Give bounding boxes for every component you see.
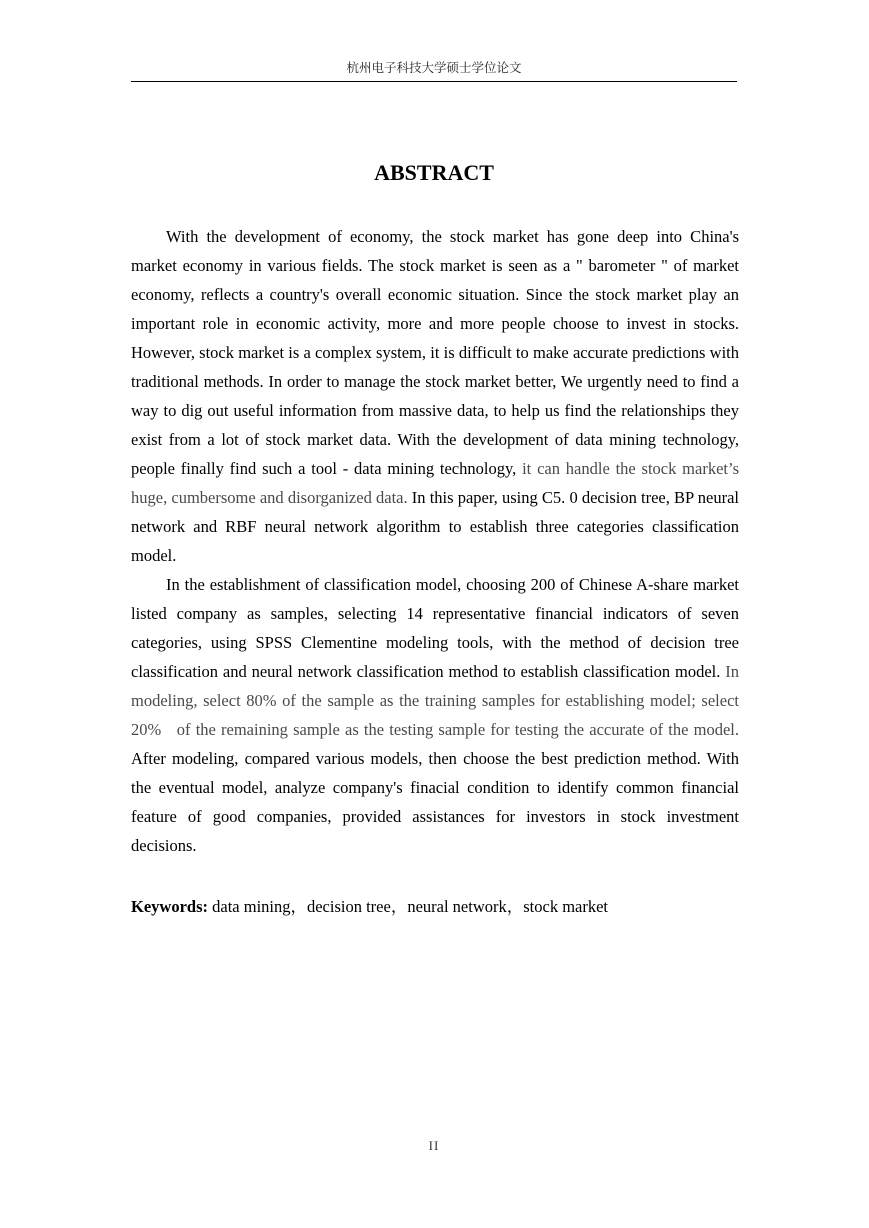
paragraph-2-text-c: After modeling, compared various models, then choose the best prediction method. With the eventual model, analyze company's finacial condition to identify common financial feature of good companies, provided assistances for investors in stock investment decisions. bbox=[131, 749, 739, 855]
abstract-body bbox=[131, 222, 744, 860]
paragraph-1-text-c: In this paper, using C5. 0 decision tree, BP neural network and RBF neural network algorithm to establish three categories classification model. bbox=[131, 488, 739, 565]
abstract-title: ABSTRACT bbox=[374, 160, 494, 185]
keywords-label: Keywords: bbox=[131, 897, 208, 916]
keywords-text: data mining，decision tree，neural network，stock market bbox=[212, 897, 609, 916]
running-header: 杭州电子科技大学硕士学位论文 bbox=[346, 60, 522, 75]
paragraph-1-text-b: it can handle the stock market’s huge, cumbersome and disorganized data. bbox=[131, 459, 739, 507]
paragraph-2-text-b: In modeling, select 80% of the sample as the training samples for establishing model; select 20% of the remaining sample as the testing sample for testing the accurate of the model. bbox=[131, 662, 744, 739]
abstract-paragraph-1 bbox=[131, 222, 739, 570]
page-number: II bbox=[428, 1138, 440, 1153]
keywords-line bbox=[131, 892, 739, 921]
paragraph-1-text-a: With the development of economy, the stock market has gone deep into China's market economy in various fields. The stock market is seen as a " barometer " of market economy, reflects a country's overall economic situation. Since the stock market play an important role in economic activity, more and more people choose to invest in stocks. However, stock market is a complex system, it is difficult to make accurate predictions with traditional methods. In order to manage the stock market better, We urgently need to find a way to dig out useful information from massive data, to help us find the relationships they exist from a lot of stock market data. With the development of data mining technology, people finally find such a tool - data mining technology, bbox=[131, 227, 739, 478]
abstract-paragraph-2 bbox=[131, 570, 744, 860]
paragraph-2-text-a: In the establishment of classification model, choosing 200 of Chinese A-share market listed company as samples, selecting 14 representative financial indicators of seven categories, using SPSS Clementine modeling tools, with the method of decision tree classification and neural network classification method to establish classification model. bbox=[131, 575, 739, 681]
header-rule bbox=[131, 81, 737, 82]
